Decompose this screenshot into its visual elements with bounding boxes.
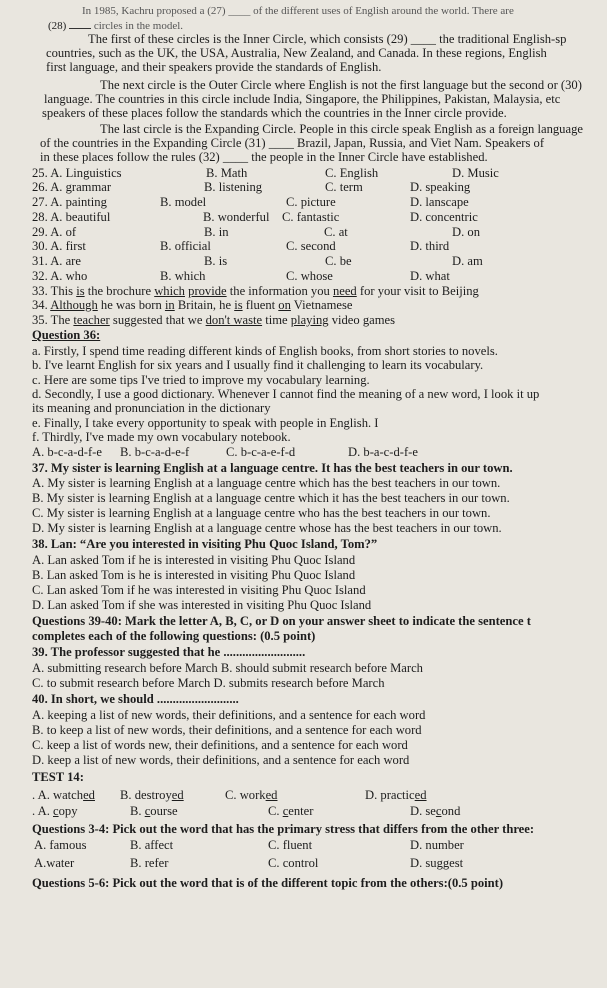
options-cd[interactable]: C. to submit research before March D. submits research before March (32, 676, 385, 690)
option-a[interactable]: A. famous (34, 838, 87, 852)
sentence-item: a. Firstly, I spend time reading different kinds of English books, from short stories to novels. (32, 344, 498, 358)
option-c[interactable]: C. term (325, 180, 363, 194)
option-c[interactable]: C. Lan asked Tom if he was interested in visiting Phu Quoc Island (32, 583, 366, 597)
option-b[interactable]: B. which (160, 269, 206, 283)
option-d[interactable]: D. speaking (410, 180, 471, 194)
option-a[interactable]: A. keeping a list of new words, their definitions, and a sentence for each word (32, 708, 426, 722)
option-c[interactable]: C. be (325, 254, 352, 268)
passage-line: speakers of these places follow the standards which the countries in the Inner circle provide. (42, 106, 507, 120)
option-row (0, 195, 607, 209)
option-c[interactable]: C. fluent (268, 838, 313, 852)
sentence-item: f. Thirdly, I've made my own vocabulary notebook. (32, 430, 291, 444)
option-c[interactable]: C. English (325, 166, 379, 180)
option-d[interactable]: D. My sister is learning English at a language centre whose has the best teachers in our town. (32, 521, 502, 535)
option-b[interactable]: B. b-c-a-d-e-f (120, 445, 190, 459)
stress-q3 (0, 838, 607, 853)
option-a[interactable]: 30. A. first (32, 239, 86, 253)
option-b[interactable]: B. in (204, 225, 229, 239)
option-row (0, 210, 607, 224)
underlined-word[interactable]: is (234, 298, 243, 312)
question-35: 35. The teacher suggested that we don't waste time playing video games (32, 313, 396, 327)
option-b[interactable]: B. Lan asked Tom is he is interested in visiting Phu Quoc Island (32, 568, 356, 582)
underlined-word[interactable]: don't waste (205, 313, 263, 327)
option-a[interactable]: A. Lan asked Tom if he is interested in visiting Phu Quoc Island (32, 553, 356, 567)
option-d[interactable]: D. b-a-c-d-f-e (348, 445, 418, 459)
option-c[interactable]: C. whose (286, 269, 333, 283)
stress-q4 (0, 856, 607, 871)
passage-line (48, 18, 607, 33)
question-36-heading: Question 36: (32, 328, 101, 342)
underlined-word[interactable]: provide (188, 284, 227, 298)
option-a[interactable]: A.water (34, 856, 75, 870)
option-c[interactable]: C. picture (286, 195, 336, 209)
option-b[interactable]: B. destroyed (120, 788, 184, 802)
option-c[interactable]: C. fantastic (282, 210, 340, 224)
option-a[interactable]: . A. watched (32, 788, 95, 802)
underlined-word[interactable]: on (278, 298, 291, 312)
sentence-item: e. Finally, I take every opportunity to speak with people in English. I (32, 416, 379, 430)
question-40-stem: 40. In short, we should .......................... (32, 692, 239, 706)
passage-line: of the countries in the Expanding Circle (31) ____ Brazil, Japan, Russia, and Viet Nam. Speakers of (40, 136, 545, 150)
option-row (0, 166, 607, 180)
option-c[interactable]: C. keep a list of words new, their definitions, and a sentence for each word (32, 738, 408, 752)
passage-line: The next circle is the Outer Circle where English is not the first language but the second or (30) (100, 78, 582, 92)
option-d[interactable]: D. on (452, 225, 480, 239)
option-a[interactable]: A. My sister is learning English at a language centre which has the best teachers in our town. (32, 476, 501, 490)
option-a[interactable]: 32. A. who (32, 269, 88, 283)
question-37-stem: 37. My sister is learning English at a language centre. It has the best teachers in our town. (32, 461, 513, 475)
passage-line: in these places follow the rules (32) ____ the people in the Inner Circle have established. (40, 150, 488, 164)
passage-line: countries, such as the UK, the USA, Australia, New Zealand, and Canada. In these regions, English (46, 46, 547, 60)
option-b[interactable]: B. affect (130, 838, 174, 852)
underlined-word[interactable]: Although (50, 298, 98, 312)
option-a[interactable]: 28. A. beautiful (32, 210, 111, 224)
option-c[interactable]: C. at (324, 225, 348, 239)
option-b[interactable]: B. wonderful (203, 210, 270, 224)
option-d[interactable]: D. second (410, 804, 461, 818)
option-c[interactable]: C. worked (225, 788, 278, 802)
instruction-5-6: Questions 5-6: Pick out the word that is of the different topic from the others:(0.5 point) (32, 876, 504, 890)
option-a[interactable]: 29. A. of (32, 225, 77, 239)
option-a[interactable]: 31. A. are (32, 254, 81, 268)
test-14-heading: TEST 14: (32, 770, 84, 784)
option-d[interactable]: D. practiced (365, 788, 427, 802)
pronunciation-q2 (0, 804, 607, 819)
option-b[interactable]: B. My sister is learning English at a language centre which it has the best teachers in our town. (32, 491, 510, 505)
option-b[interactable]: B. model (160, 195, 207, 209)
option-b[interactable]: B. official (160, 239, 211, 253)
option-b[interactable]: B. listening (204, 180, 263, 194)
option-a[interactable]: A. b-c-a-d-f-e (32, 445, 102, 459)
question-39-stem: 39. The professor suggested that he .......................... (32, 645, 306, 659)
sentence-item: c. Here are some tips I've tried to improve my vocabulary learning. (32, 373, 370, 387)
option-row (0, 239, 607, 253)
passage-line: In 1985, Kachru proposed a (27) ____ of the different uses of English around the world. There are (82, 5, 514, 17)
option-row (0, 225, 607, 239)
option-d[interactable]: D. concentric (410, 210, 478, 224)
sentence-item: d. Secondly, I use a good dictionary. Whenever I cannot find the meaning of a new word, I look it up (32, 387, 540, 401)
question-34: 34. Although he was born in Britain, he is fluent on Vietnamese (32, 298, 353, 312)
passage-line: The first of these circles is the Inner Circle, which consists (29) ____ the traditional English-sp (88, 32, 567, 46)
option-a[interactable]: . A. copy (32, 804, 78, 818)
option-d[interactable]: D. what (410, 269, 450, 283)
blank-number: (28) (48, 20, 67, 32)
option-a[interactable]: 27. A. painting (32, 195, 107, 209)
option-d[interactable]: D. number (410, 838, 464, 852)
option-c[interactable]: C. center (268, 804, 314, 818)
option-b[interactable]: B. refer (130, 856, 169, 870)
underlined-word[interactable]: need (332, 284, 357, 298)
option-row (0, 254, 607, 268)
underlined-word[interactable]: teacher (73, 313, 110, 327)
option-b[interactable]: B. to keep a list of new words, their definitions, and a sentence for each word (32, 723, 422, 737)
option-b[interactable]: B. is (204, 254, 228, 268)
option-c[interactable]: C. control (268, 856, 319, 870)
option-d[interactable]: D. keep a list of new words, their definitions, and a sentence for each word (32, 753, 410, 767)
options-ab[interactable]: A. submitting research before March B. should submit research before March (32, 661, 423, 675)
option-d[interactable]: D. am (452, 254, 483, 268)
instruction-39-40: Questions 39-40: Mark the letter A, B, C, or D on your answer sheet to indicate the sentence t (32, 614, 531, 628)
underlined-word[interactable]: is (76, 284, 85, 298)
instruction-39-40: completes each of the following questions: (0.5 point) (32, 629, 316, 643)
question-38-stem: 38. Lan: “Are you interested in visiting Phu Quoc Island, Tom?” (32, 537, 378, 551)
option-d[interactable]: D. third (410, 239, 450, 253)
option-a[interactable]: 25. A. Linguistics (32, 166, 122, 180)
passage-line: The last circle is the Expanding Circle. People in this circle speak English as a foreign language (100, 122, 583, 136)
passage-text: circles in the model. (93, 20, 184, 32)
option-c[interactable]: C. second (286, 239, 336, 253)
question-33: 33. This is the brochure which provide the information you need for your visit to Beijing (32, 284, 479, 298)
option-d[interactable]: D. Music (452, 166, 499, 180)
sentence-item: b. I've learnt English for six years and I usually find it challenging to learn its vocabulary. (32, 358, 484, 372)
option-b[interactable]: B. course (130, 804, 178, 818)
option-c[interactable]: C. My sister is learning English at a language centre who has the best teachers in our town. (32, 506, 491, 520)
option-a[interactable]: 26. A. grammar (32, 180, 112, 194)
option-row (0, 445, 607, 459)
option-d[interactable]: D. suggest (410, 856, 464, 870)
pronunciation-q1 (0, 788, 607, 803)
passage-line: first language, and their speakers provide the standards of English. (46, 60, 382, 74)
underlined-word[interactable]: playing (290, 313, 329, 327)
sentence-item: its meaning and pronunciation in the dictionary (32, 401, 271, 415)
option-d[interactable]: D. lanscape (410, 195, 469, 209)
option-b[interactable]: B. Math (206, 166, 248, 180)
option-row (0, 269, 607, 283)
instruction-3-4: Questions 3-4: Pick out the word that has the primary stress that differs from the other three: (32, 822, 535, 836)
passage-line: language. The countries in this circle include India, Singapore, the Philippines, Pakistan, Malaysia, etc (44, 92, 561, 106)
blank-gap (69, 18, 91, 29)
option-c[interactable]: C. b-c-a-e-f-d (226, 445, 296, 459)
underlined-word[interactable]: in (164, 298, 175, 312)
option-d[interactable]: D. Lan asked Tom if she was interested in visiting Phu Quoc Island (32, 598, 372, 612)
underlined-word[interactable]: which (154, 284, 185, 298)
option-row (0, 180, 607, 194)
